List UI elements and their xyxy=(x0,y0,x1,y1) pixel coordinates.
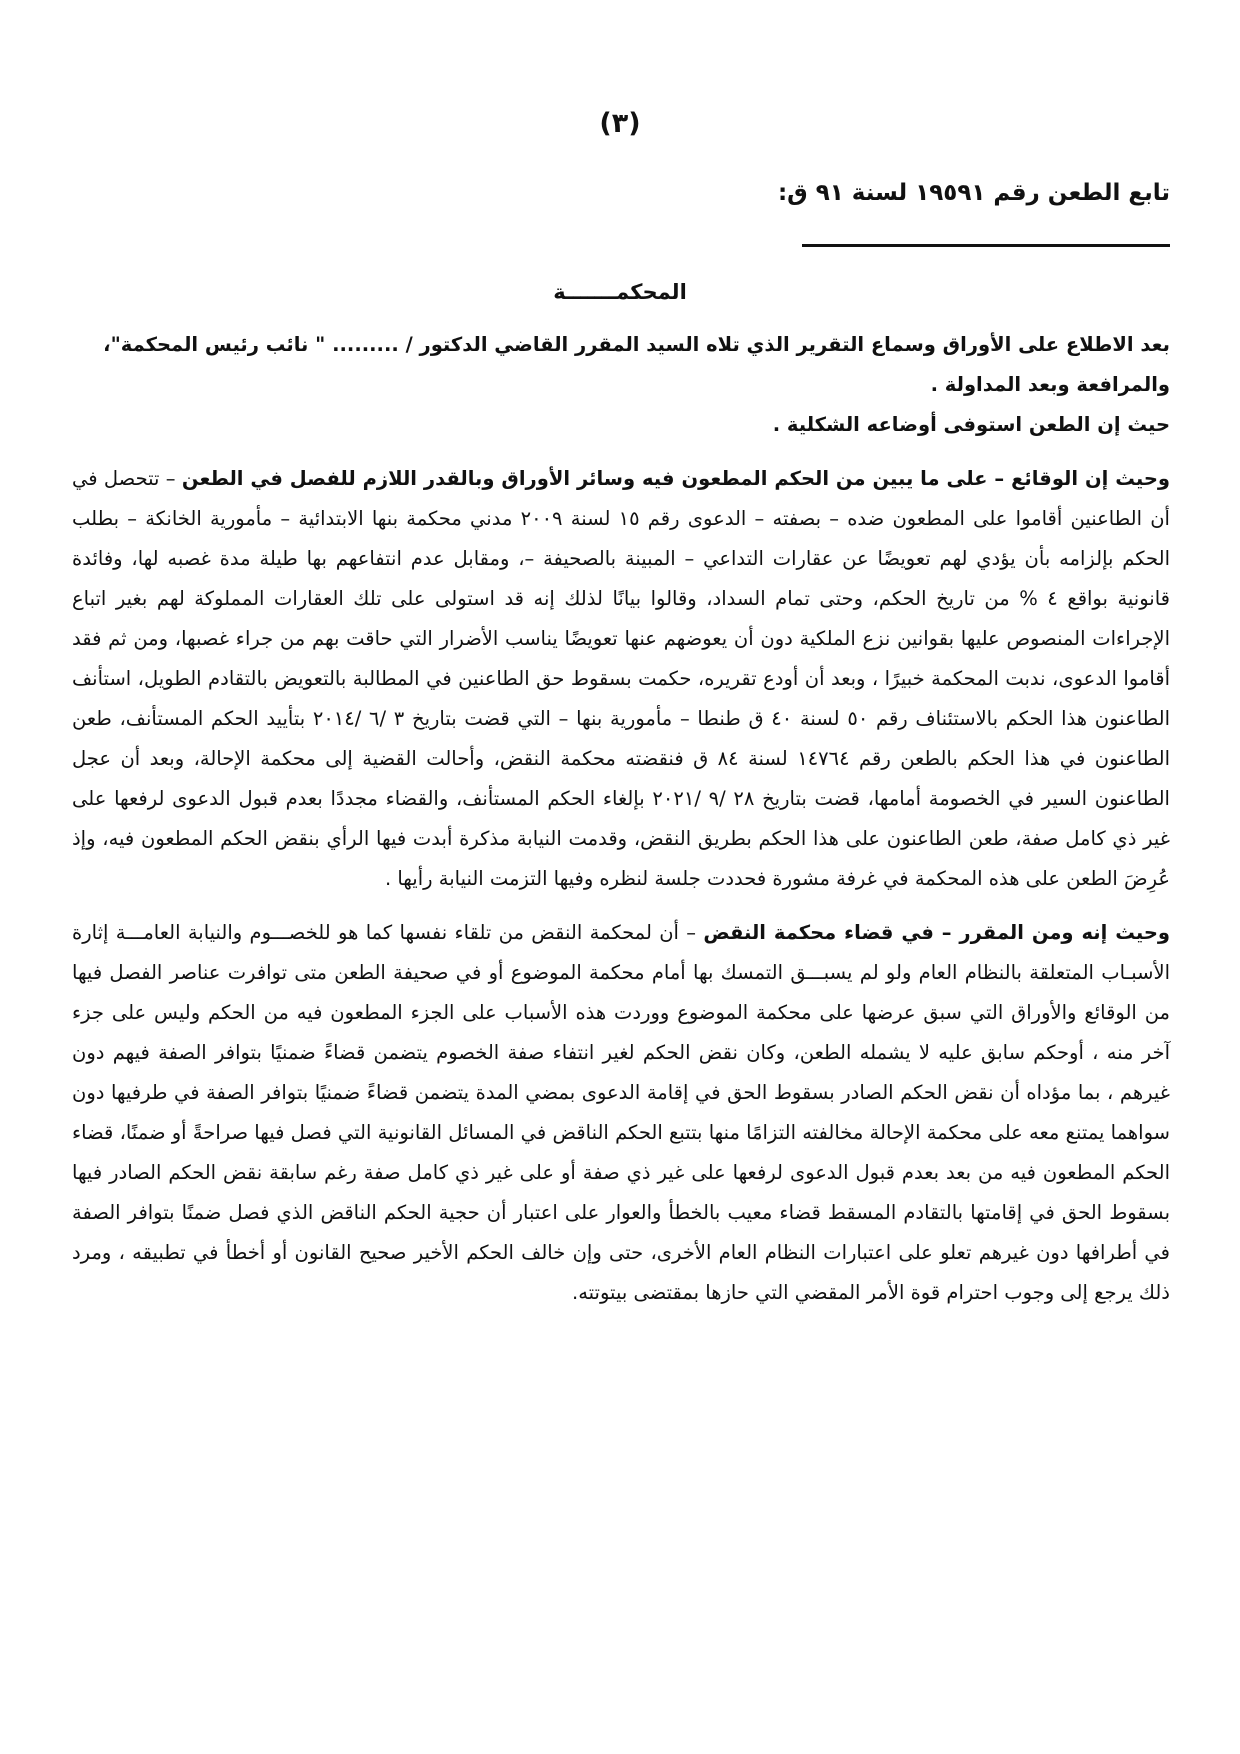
reasoning-lead: وحيث إنه ومن المقرر – في قضاء محكمة النقض xyxy=(703,921,1170,944)
case-reference: تابع الطعن رقم ١٩٥٩١ لسنة ٩١ ق: xyxy=(777,180,1170,206)
reasoning-body: – أن لمحكمة النقض من تلقاء نفسها كما هو للخصـــوم والنيابة العامـــة إثارة الأسبـاب المتعلقة بالنظام العام ولو لم يسبـــق التمسك بها أمام محكمة الموضوع أو في صحيفة الطعن متى توافرت عناصر الفصل فيها من الوقائع والأوراق التي سبق عرضها على محكمة الموضوع ووردت هذه الأسباب على الجزء المطعون فيه من الحكم وليس على جزء آخر منه ، أوحكم سابق عليه لا يشمله الطعن، وكان نقض الحكم لغير انتفاء صفة الخصوم يتضمن قضاءً ضمنيًا بتوافر الصفة فيهم دون غيرهم ، بما مؤداه أن نقض الحكم الصادر بسقوط الحق في إقامة الدعوى بمضي المدة يتضمن قضاءً ضمنيًا بتوافر الصفة في طرفيها دون سواهما يمتنع معه على محكمة الإحالة مخالفته التزامًا منها بتتبع الحكم الناقض في المسائل القانونية التي فصل فيها صراحةً أو ضمنًا، قضاء الحكم المطعون فيه من بعد بعدم قبول الدعوى لرفعها على غير ذي صفة أو على غير ذي كامل صفة رغم سابقة نقض الحكم الصادر فيها بسقوط الحق في إقامتها بالتقادم المسقط قضاء معيب بالخطأ والعوار على اعتبار أن حجية الحكم الناقض الذي فصل ضمنًا بتوافر الصفة في أطرافها دون غيرهم تعلو على اعتبارات النظام العام الأخرى، حتى وإن خالف الحكم الأخير صحيح القانون أو أخطأ في تطبيقه ، ومرد ذلك يرجع إلى وجوب احترام قوة الأمر المقضي التي حازها بمقتضى بيتوتته. xyxy=(72,921,1170,1304)
facts-body: – تتحصل في أن الطاعنين أقاموا على المطعون ضده – بصفته – الدعوى رقم ١٥ لسنة ٢٠٠٩ مدني محكمة بنها الابتدائية – مأمورية الخانكة – بطلب الحكم بإلزامه بأن يؤدي لهم تعويضًا عن عقارات التداعي – المبينة بالصحيفة –، ومقابل عدم انتفاعهم بها طيلة مدة غصبه لها، وفائدة قانونية بواقع ٤ % من تاريخ الحكم، وحتى تمام السداد، وقالوا بيانًا لذلك إنه قد استولى على تلك العقارات المملوكة لهم بغير اتباع الإجراءات المنصوص عليها بقوانين نزع الملكية دون أن يعوضهم عنها تعويضًا يناسب الأضرار التي حاقت بهم من جراء غصبها، ومن ثم فقد أقاموا الدعوى، ندبت المحكمة خبيرًا ، وبعد أن أودع تقريره، حكمت بسقوط حق الطاعنين في المطالبة بالتعويض بالتقادم الطويل، استأنف الطاعنون هذا الحكم بالاستئناف رقم ٥٠ لسنة ٤٠ ق طنطا – مأمورية بنها – التي قضت بتاريخ ٣ /٦ /٢٠١٤ بتأييد الحكم المستأنف، طعن الطاعنون في هذا الحكم بالطعن رقم ١٤٧٦٤ لسنة ٨٤ ق فنقضته محكمة النقض، وأحالت القضية إلى محكمة الإحالة، وبعد أن عجل الطاعنون السير في الخصومة أمامها، قضت بتاريخ ٢٨ /٩ /٢٠٢١ بإلغاء الحكم المستأنف، والقضاء مجددًا بعدم قبول الدعوى لرفعها على غير ذي كامل صفة، طعن الطاعنون على هذا الحكم بطريق النقض، وقدمت النيابة مذكرة أبدت فيها الرأي بنقض الحكم المطعون فيه، وإذ عُرِضَ الطعن على هذه المحكمة في غرفة مشورة فحددت جلسة لنظره وفيها التزمت النيابة رأيها . xyxy=(72,467,1171,890)
intro-line-1: بعد الاطلاع على الأوراق وسماع التقرير الذي تلاه السيد المقرر القاضي الدكتور / ......... " نائب رئيس المحكمة"، xyxy=(103,333,1170,356)
document-body xyxy=(72,325,1170,1313)
facts-paragraph xyxy=(72,459,1170,899)
intro-line-3: حيث إن الطعن استوفى أوضاعه الشكلية . xyxy=(772,413,1170,436)
court-heading: المحكمـــــــة xyxy=(553,280,687,304)
page-number: (٣) xyxy=(599,108,641,139)
facts-lead: وحيث إن الوقائع – على ما يبين من الحكم المطعون فيه وسائر الأوراق وبالقدر اللازم للفصل في الطعن xyxy=(181,467,1170,490)
reasoning-paragraph xyxy=(72,913,1170,1313)
intro-line-2: والمرافعة وبعد المداولة . xyxy=(930,373,1170,396)
header-divider xyxy=(802,244,1170,247)
